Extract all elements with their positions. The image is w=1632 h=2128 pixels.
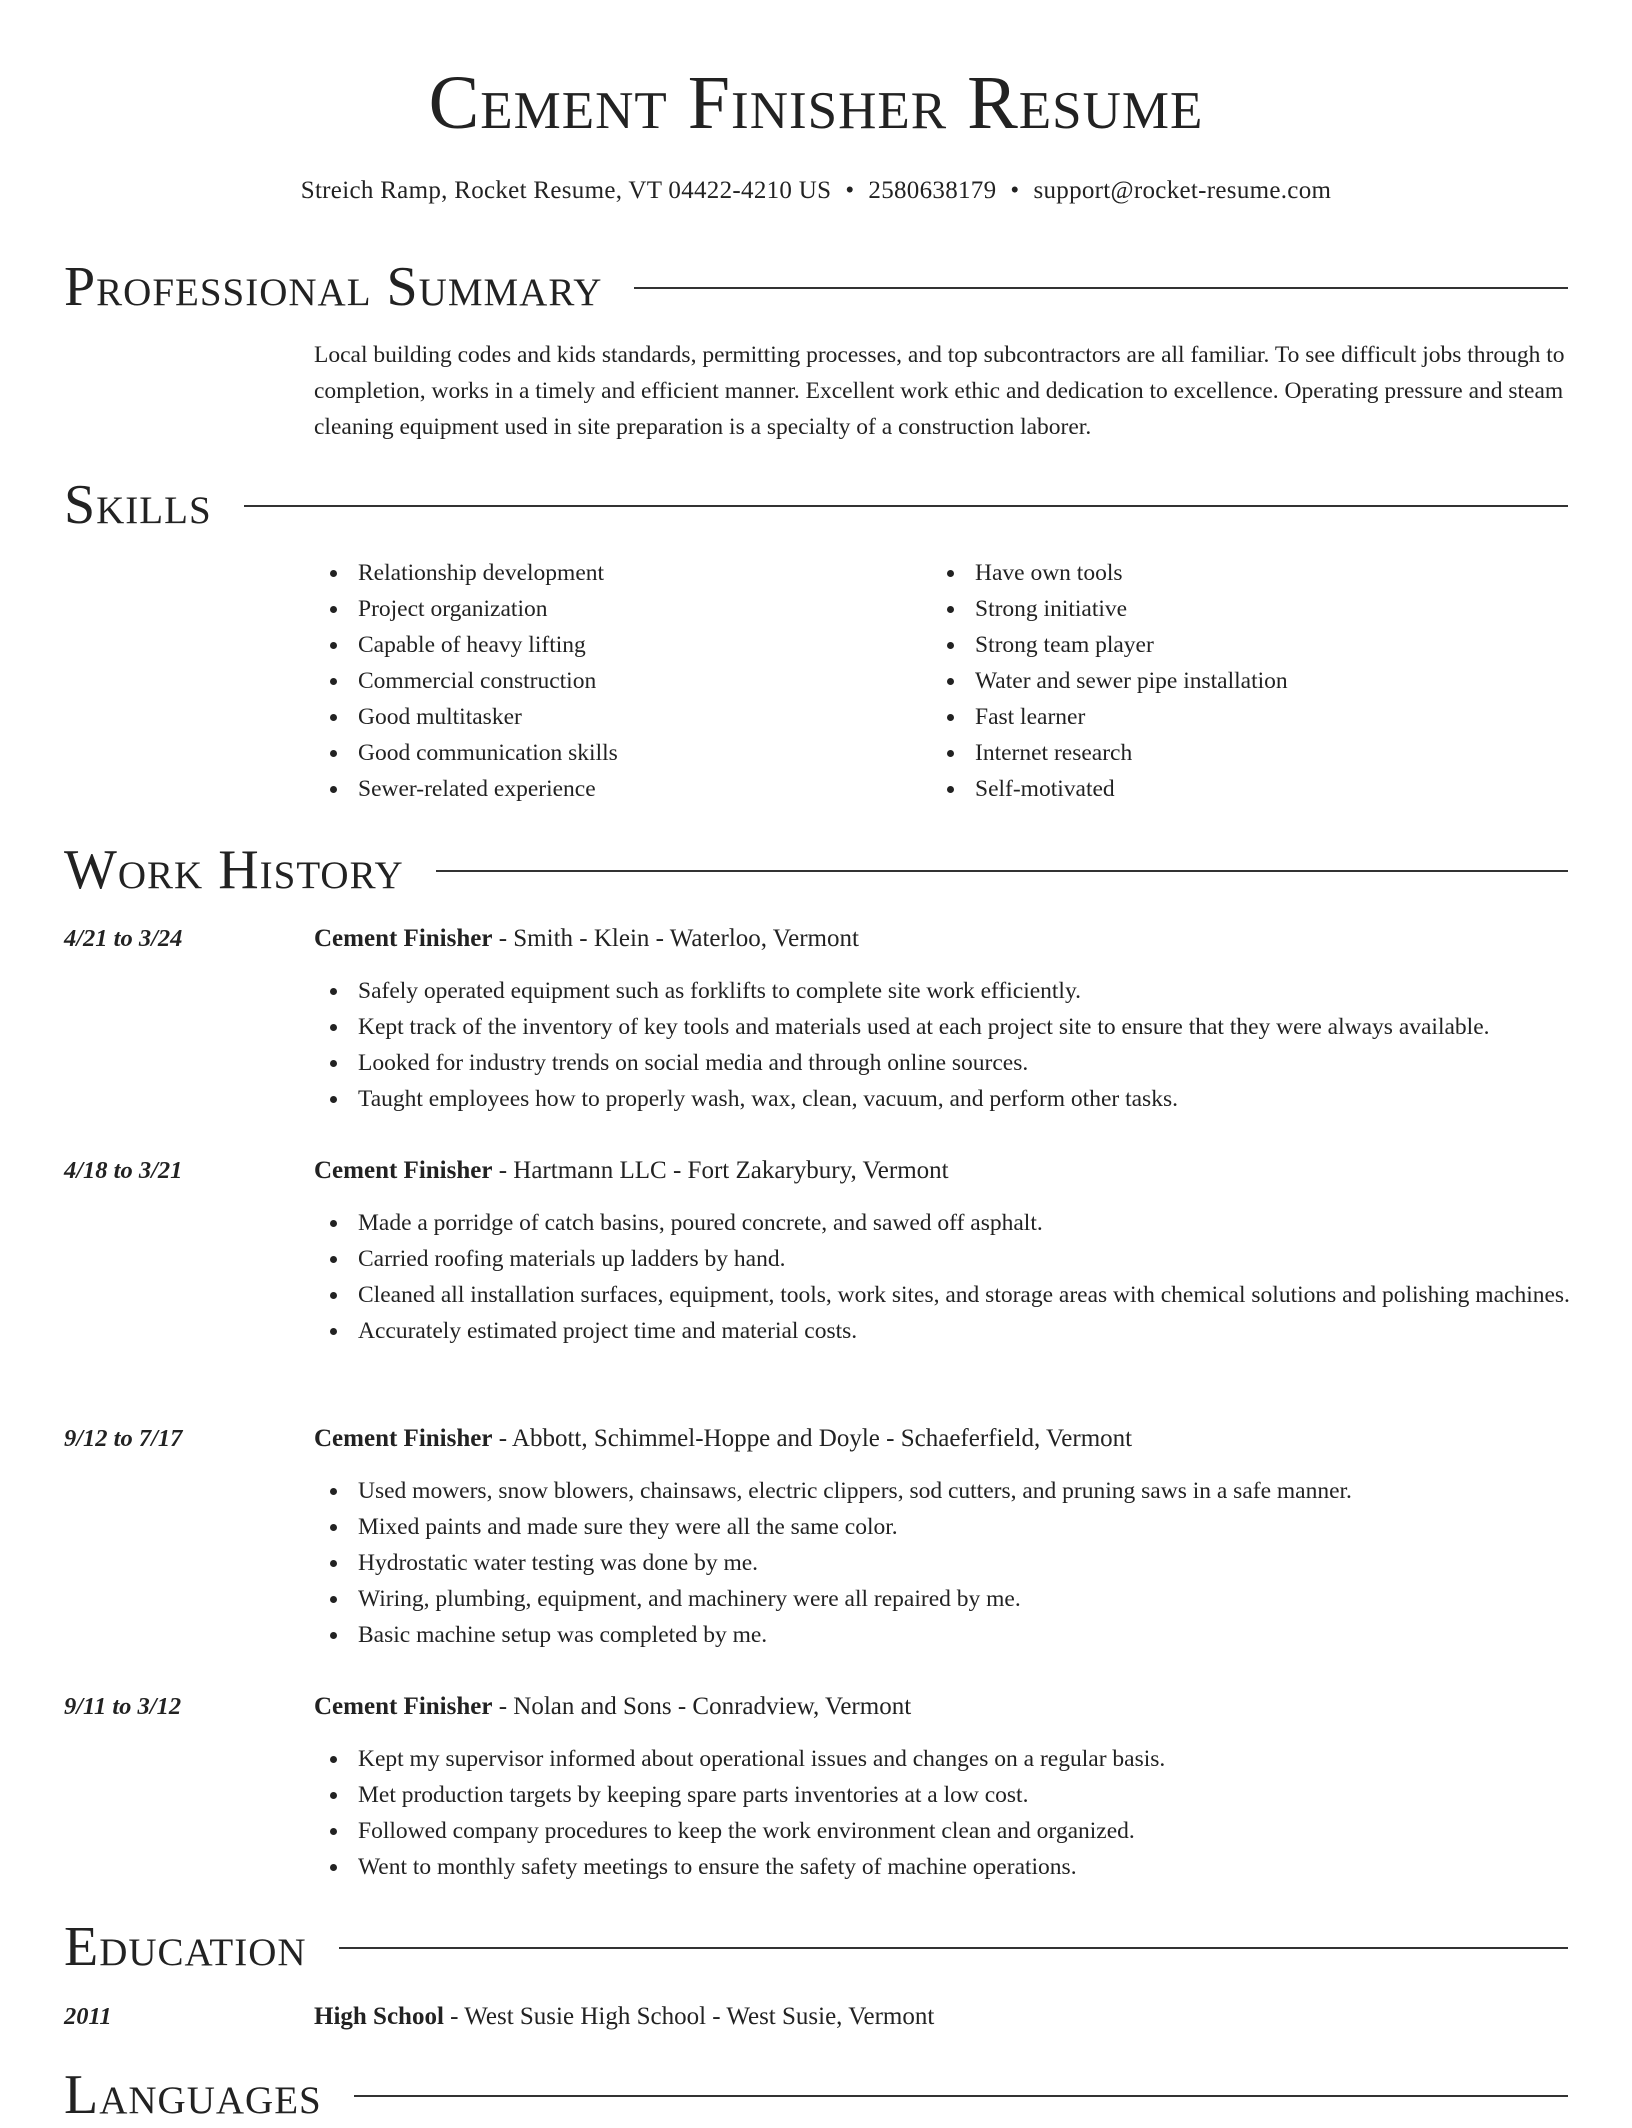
skill-item: Capable of heavy lifting xyxy=(314,627,914,663)
contact-separator: • xyxy=(845,177,855,204)
work-heading: Work History xyxy=(64,839,404,901)
education-entry xyxy=(314,1999,1574,2035)
job-title: Cement Finisher xyxy=(314,1693,493,1720)
skill-item: Self-motivated xyxy=(931,771,1531,807)
skill-item: Water and sewer pipe installation xyxy=(931,663,1531,699)
section-divider xyxy=(339,1947,1568,1949)
skills-list-right xyxy=(931,555,1531,807)
job-header xyxy=(314,1153,1574,1189)
education-section-header xyxy=(64,1914,1568,1980)
job-header xyxy=(314,921,1574,957)
skill-item: Commercial construction xyxy=(314,663,914,699)
job-title: Cement Finisher xyxy=(314,1157,493,1184)
job-employer: - Abbott, Schimmel-Hoppe and Doyle - Schaeferfield, Vermont xyxy=(492,1425,1133,1452)
skill-item: Have own tools xyxy=(931,555,1531,591)
skill-item: Project organization xyxy=(314,591,914,627)
skill-item: Fast learner xyxy=(931,699,1531,735)
job-employer: - Hartmann LLC - Fort Zakarybury, Vermont xyxy=(492,1157,949,1184)
section-divider xyxy=(244,505,1568,507)
job-duty: Kept my supervisor informed about operational issues and changes on a regular basis. xyxy=(314,1741,1574,1777)
summary-section-header xyxy=(64,254,1568,320)
job-dates: 9/12 to 7/17 xyxy=(64,1425,183,1452)
skill-item: Sewer-related experience xyxy=(314,771,914,807)
skill-item: Good communication skills xyxy=(314,735,914,771)
job-duty: Safely operated equipment such as forklifts to complete site work efficiently. xyxy=(314,973,1574,1009)
job-duty: Wiring, plumbing, equipment, and machinery were all repaired by me. xyxy=(314,1581,1574,1617)
job-dates: 4/21 to 3/24 xyxy=(64,925,183,952)
skill-item: Strong team player xyxy=(931,627,1531,663)
education-year: 2011 xyxy=(64,2003,112,2030)
languages-section-header xyxy=(64,2062,1568,2128)
job-duty: Met production targets by keeping spare parts inventories at a low cost. xyxy=(314,1777,1574,1813)
summary-text: Local building codes and kids standards, permitting processes, and top subcontractors are all familiar. To see difficult jobs through to completion, works in a timely and efficient manner. Excellent work ethic and dedication to excellence. Operating pressure and steam cleaning equipment used in site preparation is a specialty of a construction laborer. xyxy=(314,342,1565,440)
skills-heading: Skills xyxy=(64,474,212,536)
job-duties xyxy=(314,973,1574,1117)
job-header xyxy=(314,1689,1574,1725)
job-duties xyxy=(314,1741,1574,1885)
section-divider xyxy=(634,287,1568,289)
job-duty: Basic machine setup was completed by me. xyxy=(314,1617,1574,1653)
job-duty: Taught employees how to properly wash, wax, clean, vacuum, and perform other tasks. xyxy=(314,1081,1574,1117)
contact-line xyxy=(0,173,1632,209)
skill-item: Relationship development xyxy=(314,555,914,591)
education-heading: Education xyxy=(64,1916,307,1978)
job-duties xyxy=(314,1473,1574,1653)
job-employer: - Nolan and Sons - Conradview, Vermont xyxy=(492,1693,912,1720)
resume-title: Cement Finisher Resume xyxy=(428,61,1204,145)
job-title: Cement Finisher xyxy=(314,1425,493,1452)
job-duty: Cleaned all installation surfaces, equipment, tools, work sites, and storage areas with chemical solutions and polishing machines. xyxy=(314,1277,1574,1313)
job-duty: Mixed paints and made sure they were all the same color. xyxy=(314,1509,1574,1545)
job-duty: Hydrostatic water testing was done by me. xyxy=(314,1545,1574,1581)
work-section-header xyxy=(64,837,1568,903)
job-duty: Made a porridge of catch basins, poured concrete, and sawed off asphalt. xyxy=(314,1205,1574,1241)
skill-item: Internet research xyxy=(931,735,1531,771)
summary-heading: Professional Summary xyxy=(64,256,603,318)
contact-address: Streich Ramp, Rocket Resume, VT 04422-4210 US xyxy=(300,177,832,204)
skills-list-left xyxy=(314,555,914,807)
section-divider xyxy=(354,2095,1568,2097)
skill-item: Strong initiative xyxy=(931,591,1531,627)
job-duty: Used mowers, snow blowers, chainsaws, electric clippers, sod cutters, and pruning saws in a safe manner. xyxy=(314,1473,1574,1509)
job-dates: 9/11 to 3/12 xyxy=(64,1693,182,1720)
education-school: - West Susie High School - West Susie, Vermont xyxy=(443,2003,935,2030)
skills-section-header xyxy=(64,472,1568,538)
contact-separator: • xyxy=(1010,177,1020,204)
job-employer: - Smith - Klein - Waterloo, Vermont xyxy=(492,925,859,952)
job-duty: Went to monthly safety meetings to ensure the safety of machine operations. xyxy=(314,1849,1574,1885)
education-degree: High School xyxy=(314,2003,444,2030)
languages-heading: Languages xyxy=(64,2064,322,2126)
job-duty: Kept track of the inventory of key tools and materials used at each project site to ensure that they were always available. xyxy=(314,1009,1574,1045)
job-duties xyxy=(314,1205,1574,1349)
job-duty: Accurately estimated project time and material costs. xyxy=(314,1313,1574,1349)
contact-phone: 2580638179 xyxy=(868,177,997,204)
job-title: Cement Finisher xyxy=(314,925,493,952)
skill-item: Good multitasker xyxy=(314,699,914,735)
job-dates: 4/18 to 3/21 xyxy=(64,1157,183,1184)
job-duty: Looked for industry trends on social media and through online sources. xyxy=(314,1045,1574,1081)
job-duty: Carried roofing materials up ladders by hand. xyxy=(314,1241,1574,1277)
job-duty: Followed company procedures to keep the work environment clean and organized. xyxy=(314,1813,1574,1849)
contact-email: support@rocket-resume.com xyxy=(1033,177,1332,204)
section-divider xyxy=(436,870,1568,872)
job-header xyxy=(314,1421,1574,1457)
